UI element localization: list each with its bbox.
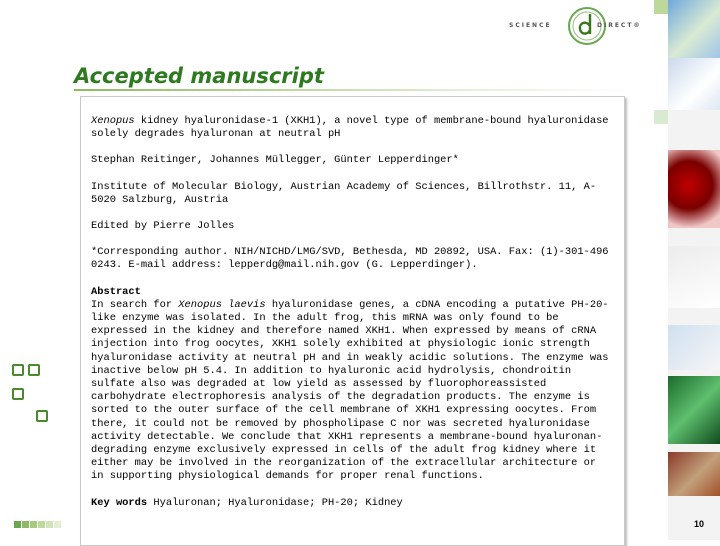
- page-heading: Accepted manuscript: [74, 64, 324, 88]
- manuscript-page: [80, 96, 625, 546]
- decor-box: [28, 364, 40, 376]
- logo-text-direct-word: DIRECT: [597, 22, 634, 29]
- decor-tile-light: [668, 58, 720, 110]
- decor-tile-molecular: [668, 0, 720, 58]
- decor-tile-green-crystals: [668, 376, 720, 444]
- affiliation: Institute of Molecular Biology, Austrian Academy of Sciences, Billrothstr. 11, A-5020 Salzburg, Austria: [91, 180, 597, 206]
- page-number: 10: [694, 519, 705, 529]
- keywords-list: Hyaluronan; Hyaluronidase; PH-20; Kidney: [147, 496, 403, 509]
- decor-box: [12, 388, 24, 400]
- abstract-species: Xenopus laevis: [178, 298, 266, 311]
- decorative-image-strip: [668, 0, 720, 540]
- logo-text-science: SCIENCE: [509, 22, 552, 29]
- abstract-text-rest: hyaluronidase genes, a cDNA encoding a putative PH-20-like enzyme was isolated. In the adult frog, this mRNA was only found to be expressed in the kidney and therefore named XKH1. When expressed by means of cRNA injection into frog oocytes, XKH1 solely exhibited at physiologic ionic strength hyaluronidase activity at neutral pH and in weakly acidic solutions. The enzyme was inactive below pH 5.4. In addition to hyaluronic acid hydrolysis, chondroitin sulfate also was degraded at low yield as assessed by fluorophoreassisted carbohydrate electrophoresis analysis of the degradation products. The enzyme is sorted to the outer surface of the cell membrane of XKH1 expressing oocytes. From there, it could not be removed by phospholipase C nor was secreted hyaluronidase activity detectable. We conclude that XKH1 represents a membrane-bound hyaluronan-degrading enzyme exclusively expressed in cells of the adult frog kidney where it either may be involved in the reorganization of the extracellular architecture or in supporting physiological demands for proper renal functions.: [91, 298, 615, 483]
- decor-tile-brown: [668, 452, 720, 496]
- title-italic-part: Xenopus: [91, 115, 135, 127]
- decor-square: [654, 110, 668, 124]
- bottom-decor-bar: [14, 515, 62, 523]
- keywords-label: Key words: [91, 496, 148, 509]
- decor-tile-gray: [668, 246, 720, 308]
- logo-text-direct: [597, 22, 641, 29]
- article-title: [91, 115, 614, 141]
- abstract-text-start: In search for: [91, 298, 179, 311]
- edited-by: Edited by Pierre Jolles: [91, 220, 235, 233]
- decor-box: [36, 410, 48, 422]
- decor-box: [12, 364, 24, 376]
- keywords: [91, 497, 614, 510]
- abstract-body: [91, 299, 614, 484]
- decor-tile-blue: [668, 325, 720, 370]
- abstract-heading: Abstract: [91, 285, 141, 298]
- corresponding-author: *Corresponding author. NIH/NICHD/LMG/SVD, Bethesda, MD 20892, USA. Fax: (1)-301-496 0243. E-mail address: lepperdg@mail.nih.gov (G. Lepperdinger).: [91, 246, 615, 272]
- heading-underline: [74, 89, 634, 91]
- sciencedirect-logo: [505, 4, 665, 48]
- trademark-symbol: ®: [633, 22, 642, 29]
- authors: Stephan Reitinger, Johannes Müllegger, Günter Lepperdinger*: [91, 154, 459, 167]
- title-rest: kidney hyaluronidase-1 (XKH1), a novel type of membrane-bound hyaluronidase solely degrades hyaluronan at neutral pH: [91, 115, 615, 141]
- decor-tile-red-cell: [668, 150, 720, 228]
